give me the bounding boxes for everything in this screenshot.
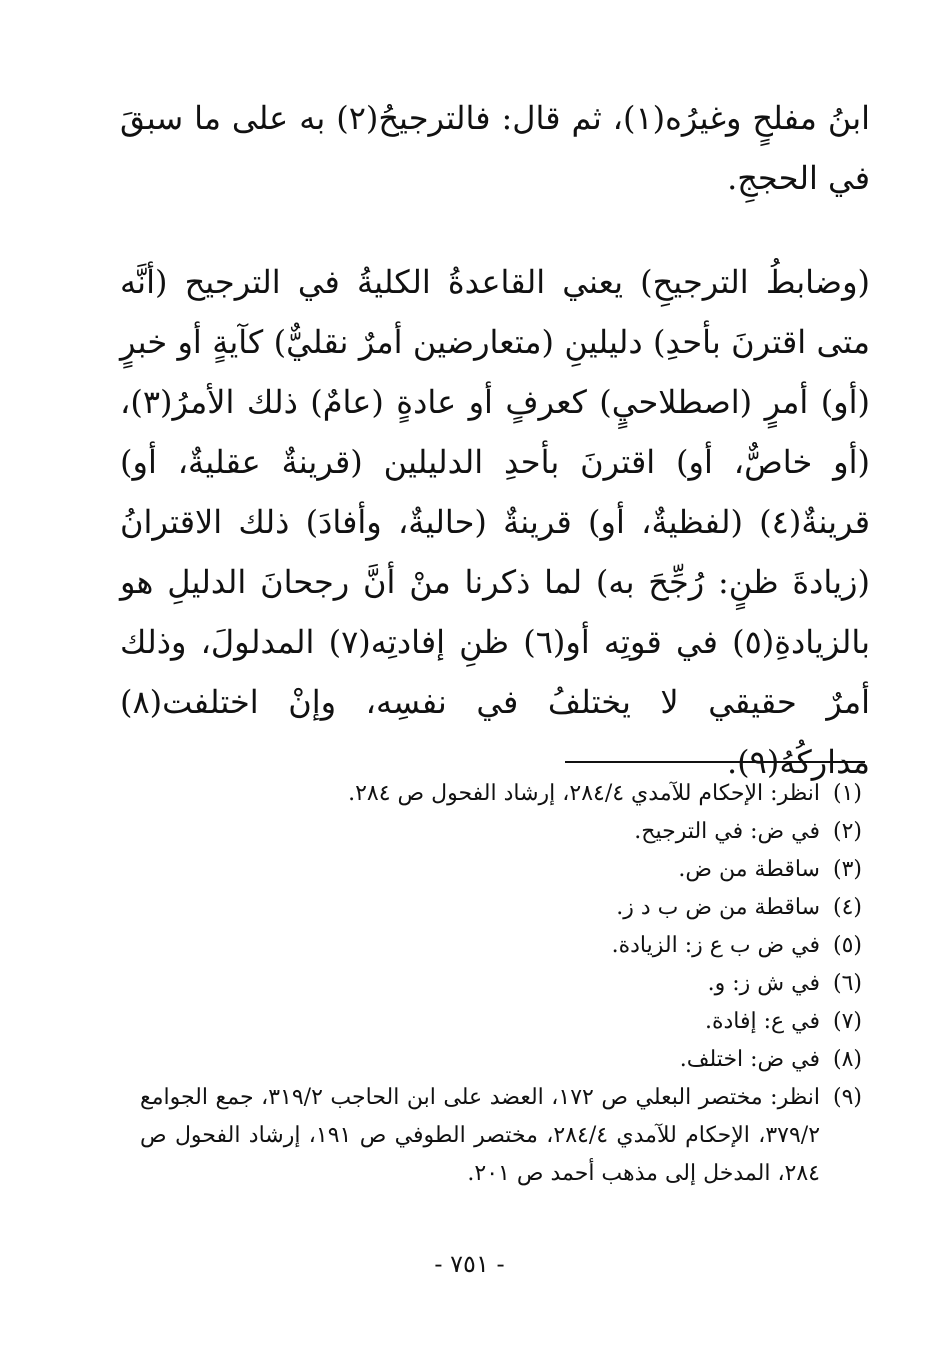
main-text-body — [120, 88, 870, 792]
footnote-text: ساقطة من ض ب د ز. — [616, 895, 820, 920]
footnote-text: في ض: في الترجيح. — [634, 819, 820, 844]
footnote-3 — [140, 851, 862, 889]
footnote-number: (٧) — [832, 1009, 862, 1034]
footnote-number: (٦) — [832, 971, 862, 996]
footnote-number: (٥) — [832, 933, 862, 958]
footnote-4 — [140, 889, 862, 927]
paragraph-spacer — [120, 208, 870, 252]
footnote-text: انظر: مختصر البعلي ص ١٧٢، العضد على ابن الحاجب ٣١٩/٢، جمع الجوامع ٣٧٩/٢، الإحكام للآمدي ٢٨٤/٤، مختصر الطوفي ص ١٩١، إرشاد الفحول ص ٢٨٤، المدخل إلى مذهب أحمد ص ٢٠١. — [140, 1085, 821, 1186]
main-paragraph-1: ابنُ مفلحٍ وغيرُه(١)، ثم قال: فالترجيحُ(٢) به على ما سبقَ في الحججِ. — [120, 99, 871, 197]
footnote-8 — [140, 1041, 862, 1079]
footnote-7 — [140, 1003, 862, 1041]
footnote-text: انظر: الإحكام للآمدي ٢٨٤/٤، إرشاد الفحول ص ٢٨٤. — [348, 781, 820, 806]
footnote-text: في ض: اختلف. — [679, 1047, 820, 1072]
footnotes-list — [140, 775, 862, 1193]
footnote-2 — [140, 813, 862, 851]
footnote-separator — [565, 761, 865, 763]
footnote-number: (٨) — [832, 1047, 862, 1072]
footnote-text: ساقطة من ض. — [678, 857, 820, 882]
footnote-number: (٣) — [832, 857, 862, 882]
page-number: - ٧٥١ - — [434, 1250, 505, 1278]
footnote-9 — [140, 1079, 862, 1193]
footnote-5 — [140, 927, 862, 965]
footnote-text: في ض ب ع ز: الزيادة. — [611, 933, 820, 958]
footnote-number: (٩) — [832, 1085, 862, 1110]
footnote-1 — [140, 775, 862, 813]
footnote-text: في ش ز: و. — [707, 971, 820, 996]
footnote-6 — [140, 965, 862, 1003]
footnote-number: (١) — [832, 781, 862, 806]
footnote-number: (٢) — [832, 819, 862, 844]
footnote-number: (٤) — [832, 895, 862, 920]
main-paragraph-2: (وضابطُ الترجيحِ) يعني القاعدةُ الكليةُ في الترجيح (أنَّه متى اقترنَ بأحدِ) دليلينِ (متعارضين أمرٌ نقليٌّ) كآيةٍ أو خبرٍ (أو) أمرٍ (اصطلاحيٍ) كعرفٍ أو عادةٍ (عامٌ) ذلك الأمرُ(٣)، (أو خاصٌّ، أو) اقترنَ بأحدِ الدليلين (قرينةٌ عقليةٌ، أو) قرينةٌ(٤) (لفظيةٌ، أو) قرينةٌ (حاليةٌ، وأفادَ) ذلك الاقترانُ (زيادةَ ظنٍ: رُجِّحَ به) لما ذكرنا منْ أنَّ رجحانَ الدليلِ هو بالزيادةِ(٥) في قوتِه أو(٦) ظنِ إفادتِه(٧) المدلولَ، وذلك أمرٌ حقيقي لا يختلفُ في نفسِه، وإنْ اختلفت(٨) مداركُهُ(٩). — [120, 263, 871, 781]
footnote-text: في ع: إفادة. — [704, 1009, 820, 1034]
